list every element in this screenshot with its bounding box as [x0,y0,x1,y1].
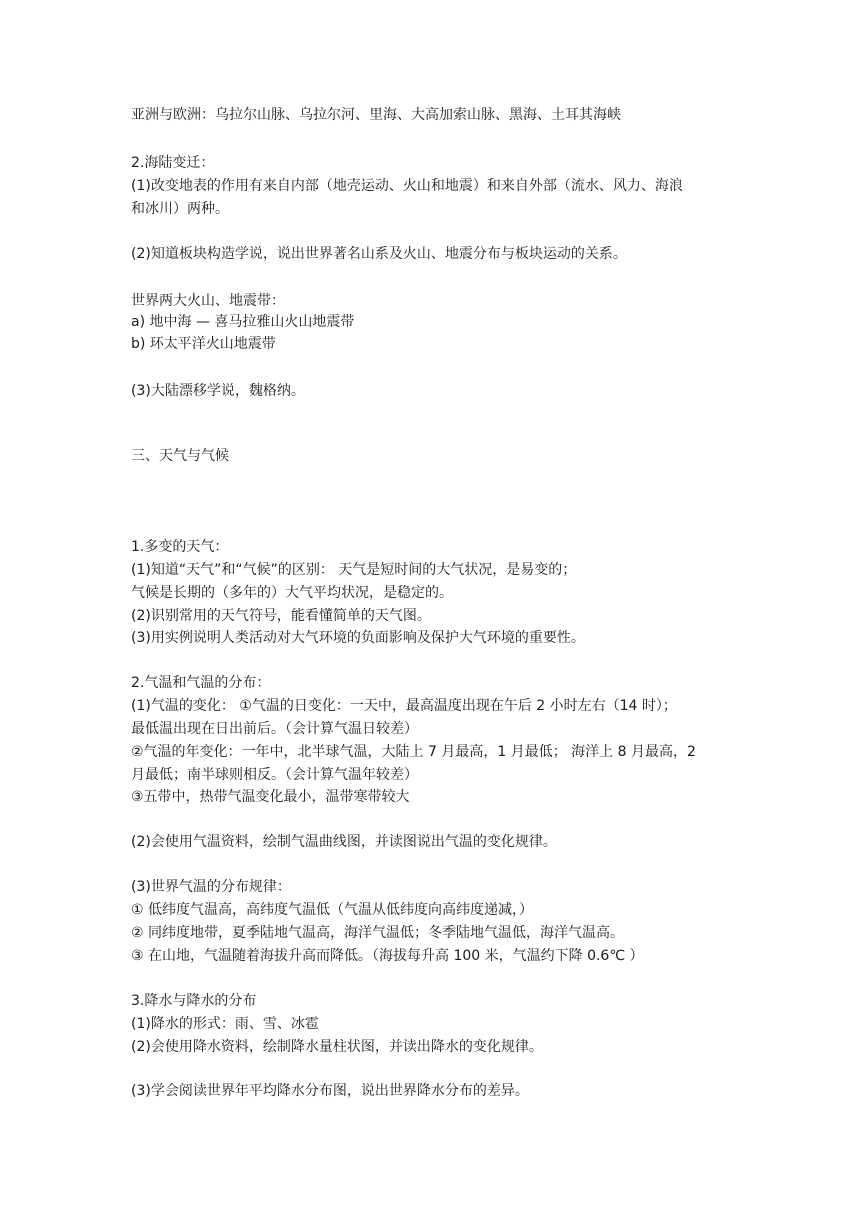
text-line: (3)世界气温的分布规律： [131,879,291,895]
text-line: ②气温的年变化：一年中，北半球气温，大陆上 7 月最高，1 月最低； 海洋上 8 月最高，2 [131,744,696,760]
text-line-asia-europe-boundary: 亚洲与欧洲：乌拉尔山脉、乌拉尔河、里海、大高加索山脉、黑海、土耳其海峡 [131,107,621,123]
text-line: (1)气温的变化： ①气温的日变化：一天中，最高温度出现在午后 2 小时左右（14 时）； [131,698,677,714]
text-line: 最低温出现在日出前后。（会计算气温日较差） [131,721,418,737]
heading-changeable-weather: 1.多变的天气： [131,539,229,555]
list-item-b: b) 环太平洋火山地震带 [131,336,276,352]
list-item-1: ① 低纬度气温高，高纬度气温低（气温从低纬度向高纬度递减，） [131,902,533,918]
text-line: (3)学会阅读世界年平均降水分布图，说出世界降水分布的差异。 [131,1083,529,1099]
text-line: 和冰川）两种。 [131,201,229,217]
heading-temperature-distribution: 2.气温和气温的分布： [131,675,271,691]
text-line: (3)大陆漂移学说，魏格纳。 [131,383,305,399]
text-line: 气候是长期的（多年的）大气平均状况，是稳定的。 [131,585,453,601]
text-line: (1)改变地表的作用有来自内部（地壳运动、火山和地震）和来自外部（流水、风力、海浪 [131,178,683,194]
text-line: (1)降水的形式：雨、雪、冰雹 [131,1016,319,1032]
list-item-3: ③ 在山地，气温随着海拔升高而降低。（海拔每升高 100 米，气温约下降 0.6℃ ） [131,948,644,964]
section-title-weather-climate: 三、天气与气候 [131,448,229,464]
text-line: (2)会使用气温资料，绘制气温曲线图，并读图说出气温的变化规律。 [131,834,557,850]
list-item-2: ② 同纬度地带，夏季陆地气温高，海洋气温低；冬季陆地气温低，海洋气温高。 [131,925,624,941]
list-item-a: a) 地中海 — 喜马拉雅山火山地震带 [131,314,355,330]
text-line: 月最低；南半球则相反。（会计算气温年较差） [131,767,418,783]
heading-precipitation: 3.降水与降水的分布 [131,993,257,1009]
text-line: (2)识别常用的天气符号，能看懂简单的天气图。 [131,608,431,624]
text-line: 世界两大火山、地震带： [131,293,285,309]
text-line: (1)知道“天气”和“气候”的区别： 天气是短时间的大气状况，是易变的； [131,562,577,578]
text-line: ③五带中，热带气温变化最小，温带寒带较大 [131,789,410,805]
text-line: (2)会使用降水资料，绘制降水量柱状图，并读出降水的变化规律。 [131,1039,543,1055]
heading-sea-land-change: 2.海陆变迁： [131,155,215,171]
text-line: (3)用实例说明人类活动对大气环境的负面影响及保护大气环境的重要性。 [131,630,585,646]
text-line: (2)知道板块构造学说，说出世界著名山系及火山、地震分布与板块运动的关系。 [131,246,627,262]
